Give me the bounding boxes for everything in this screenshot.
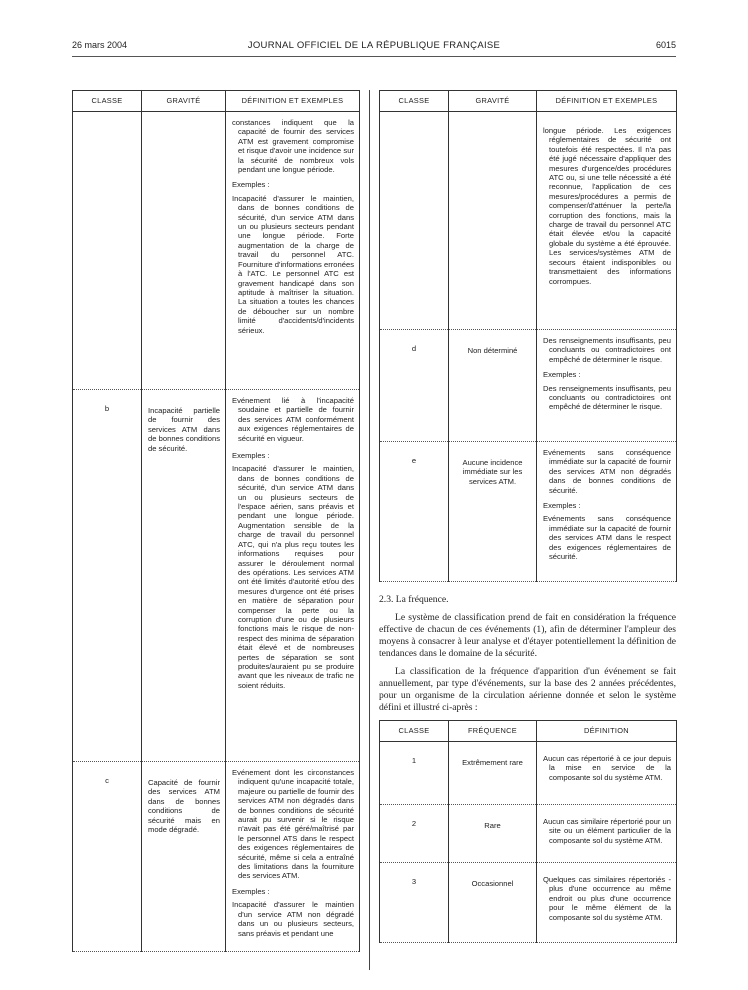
cell-definition <box>537 863 677 943</box>
cell-definition <box>537 742 677 805</box>
cell-gravite: Aucune incidence immédiate sur les services ATM. <box>449 442 537 582</box>
examples-text: Evénements sans conséquence immédiate sur la capacité de fournir des services ATM dans le respect des exigences réglementaires de sécurité. <box>543 514 671 562</box>
definition-text: Aucun cas répertorié à ce jour depuis la mise en service de la composante sol du système ATM. <box>543 754 671 782</box>
cell-frequence: Extrêmement rare <box>449 742 537 805</box>
cell-classe: b <box>73 390 142 762</box>
definition-text: Aucun cas similaire répertorié pour un site ou un élément particulier de la composante sol du système ATM. <box>543 817 671 845</box>
definition-text: Quelques cas similaires répertoriés - plus d'une occurrence au même endroit ou plus d'une occurrence pour le même élément de la composante sol du système ATM. <box>543 875 671 922</box>
cell-gravite <box>449 112 537 330</box>
col-header-definition: DÉFINITION ET EXEMPLES <box>537 91 677 112</box>
cell-classe: 1 <box>380 742 449 805</box>
cell-definition <box>537 112 677 330</box>
cell-classe <box>380 112 449 330</box>
section-paragraph-2: La classification de la fréquence d'apparition d'un événement se fait annuellement, par type d'événements, sur la base des 2 années précédentes, pour un organisme de la circulation aérienne donnée et selon le système défini et illustré ci-après : <box>379 666 676 713</box>
table-header-row <box>380 91 677 112</box>
table-row <box>73 390 360 762</box>
table-row <box>380 112 677 330</box>
table-row <box>380 330 677 442</box>
col-header-gravite: GRAVITÉ <box>142 91 226 112</box>
cell-gravite: Incapacité partielle de fournir des services ATM dans de bonnes conditions de sécurité. <box>142 390 226 762</box>
col-header-classe: CLASSE <box>73 91 142 112</box>
cell-gravite: Capacité de fournir des services ATM dans de bonnes conditions de sécurité mais en mode dégradé. <box>142 762 226 952</box>
section-paragraph-1: Le système de classification prend de fait en considération la fréquence effective de chacun de ces événements (1), afin de déterminer l'ampleur des moyens à consacrer à leur analyse et d'étayer potentiellement la définition de tendances dans le domaine de la sécurité. <box>379 612 676 659</box>
cell-gravite: Non déterminé <box>449 330 537 442</box>
cell-classe: e <box>380 442 449 582</box>
table-row <box>73 762 360 952</box>
col-header-classe: CLASSE <box>380 91 449 112</box>
severity-table-left <box>72 90 360 952</box>
severity-table-right <box>379 90 677 582</box>
cell-classe <box>73 112 142 390</box>
frequency-section <box>379 594 676 720</box>
definition-text: Des renseignements insuffisants, peu concluants ou contradictoires ont empêché de déterminer le risque. <box>543 336 671 364</box>
header-page-number: 6015 <box>655 40 676 50</box>
table-row <box>380 805 677 863</box>
definition-text: Evénement lié à l'incapacité soudaine et partielle de fournir des services ATM conformément aux exigences réglementaires de sécurité en vigueur. <box>232 396 354 443</box>
cell-definition <box>537 442 677 582</box>
cell-classe: c <box>73 762 142 952</box>
table-header-row <box>380 721 677 742</box>
cell-classe: d <box>380 330 449 442</box>
section-title: 2.3. La fréquence. <box>379 594 449 605</box>
col-header-definition: DÉFINITION <box>537 721 677 742</box>
examples-text: Incapacité d'assurer le maintien, dans de bonnes conditions de sécurité, d'un service ATM dans un ou plusieurs secteurs de l'espace aérien, sans préavis et pendant une longue période. Augmentation sensible de la charge de travail du personnel ATC, qui n'a plus reçu toutes les informations requises pour assurer le déroulement normal des opérations. Les services ATM ont été limités d'autorité et/ou des mesures d'urgence ont été prises en matière de séparation pour compenser la perte ou la corruption d'une ou de plusieurs fonctions mais le risque de non-respect des minima de séparation était élevé et de nombreuses pertes de séparation se sont produites/auraient pu se produire avant que les niveaux de trafic ne soient réduits. <box>232 464 354 690</box>
cell-classe: 3 <box>380 863 449 943</box>
cell-definition <box>226 762 360 952</box>
cell-frequence: Rare <box>449 805 537 863</box>
definition-text: longue période. Les exigences réglementaires de sécurité ont toutefois été respectées. Il n'a pas été jugé nécessaire d'appliquer des mesures d'urgence/des procédures ATC ou, si une telle nécessité a été reconnue, l'application de ces mesures/procédures a permis de compenser/d'atténuer la perte/la corruption des fonctions, mais la charge de travail du personnel ATC était élevée et/ou la capacité globale du système a été éprouvée. Les services/systèmes ATM de secours étaient indisponibles ou transmettaient des informations corrompues. <box>543 126 671 286</box>
examples-label: Exemples : <box>232 180 270 190</box>
header-journal-title: JOURNAL OFFICIEL DE LA RÉPUBLIQUE FRANÇAISE <box>247 40 501 51</box>
definition-text: constances indiquent que la capacité de fournir des services ATM est gravement compromise et risque d'avoir une incidence sur la sécurité de nombreux vols pendant une longue période. <box>232 118 354 175</box>
col-header-definition: DÉFINITION ET EXEMPLES <box>226 91 360 112</box>
table-row <box>73 112 360 390</box>
examples-label: Exemples : <box>232 451 270 461</box>
column-divider <box>369 90 370 970</box>
cell-definition <box>537 330 677 442</box>
examples-text: Des renseignements insuffisants, peu concluants ou contradictoires ont empêché de déterminer le risque. <box>543 383 671 412</box>
examples-text: Incapacité d'assurer le maintien, dans de bonnes conditions de sécurité, d'un service ATM dans un ou plusieurs secteurs pendant une longue période. Forte augmentation de la charge de travail du personnel ATC. Fourniture d'informations erronées à l'ATC. Le personnel ATC est gravement handicapé dans son aptitude à maîtriser la situation. La situation a toutes les chances de déboucher sur un nombre limité d'accidents/d'incidents sérieux. <box>232 193 354 335</box>
cell-definition <box>537 805 677 863</box>
cell-classe: 2 <box>380 805 449 863</box>
definition-text: Evénements sans conséquence immédiate sur la capacité de fournir des services ATM non dégradés dans de bonnes conditions de sécurité. <box>543 448 671 495</box>
cell-frequence: Occasionnel <box>449 863 537 943</box>
frequency-table <box>379 720 677 943</box>
cell-gravite <box>142 112 226 390</box>
col-header-gravite: GRAVITÉ <box>449 91 537 112</box>
table-row <box>380 863 677 943</box>
col-header-classe: CLASSE <box>380 721 449 742</box>
col-header-frequence: FRÉQUENCE <box>449 721 537 742</box>
cell-definition <box>226 112 360 390</box>
cell-definition <box>226 390 360 762</box>
table-row <box>380 742 677 805</box>
table-header-row <box>73 91 360 112</box>
header-date: 26 mars 2004 <box>72 40 128 50</box>
definition-text: Evénement dont les circonstances indiquent qu'une incapacité totale, majeure ou partielle de fournir des services ATM non dégradés dans de bonnes conditions de sécurité aurait pu survenir si le risque n'avait pas été géré/maîtrisé par le personnel ATS dans le respect des exigences réglementaires de sécurité, même si cela a entraîné des limitations dans la fourniture des services ATM. <box>232 768 354 881</box>
examples-label: Exemples : <box>232 886 270 896</box>
table-row <box>380 442 677 582</box>
examples-label: Exemples : <box>543 370 581 380</box>
examples-text: Incapacité d'assurer le maintien d'un service ATM non dégradé dans un ou plusieurs secteurs, sans préavis et pendant une <box>232 900 354 938</box>
page-header <box>72 40 676 54</box>
header-rule <box>72 56 676 57</box>
examples-label: Exemples : <box>543 501 581 511</box>
